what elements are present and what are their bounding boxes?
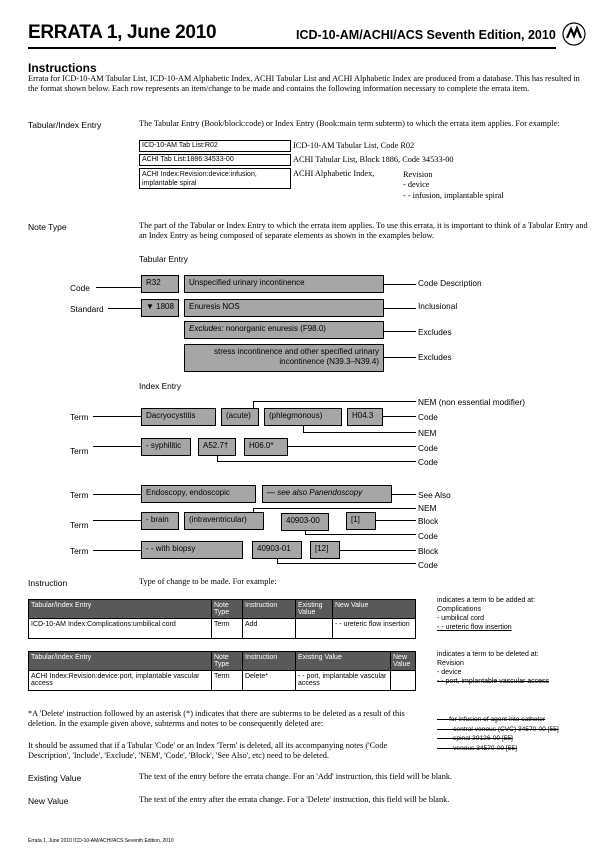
excludes-box-1 [184,321,384,339]
connector [253,508,416,509]
th-existing: Existing Value [296,652,391,671]
instruction-table-delete [28,651,416,691]
existing-value-label: Existing Value [28,773,82,783]
connector [93,494,141,495]
th-instruction: Instruction [243,600,296,619]
code-description-label: Code Description [418,278,482,288]
cell-existing [296,619,333,639]
logo-icon [562,22,586,46]
excludes-label-1: Excludes [418,327,452,337]
code-label: Code [70,283,90,293]
nem-label-r1: NEM [418,428,437,438]
nem-label-top: NEM (non essential modifier) [418,397,525,407]
connector [340,550,416,551]
page-footer: Errata 1, June 2010 ICD-10-AM/ACHI/ACS Seventh Edition, 2010 [28,838,174,844]
deleted-subterm-2: - - - - central venous (CVC) 34570-00 [55] [437,725,559,733]
standard-box: ▼ 1808 [141,299,179,317]
th-entry: Tabular/Index Entry [29,652,212,671]
instructions-heading: Instructions [28,61,97,75]
code-label-r4: Code [418,531,438,541]
code-label-r3: Code [418,457,438,467]
nem-box-phlegmonous: (phlegmonous) [264,408,342,426]
example-sub-2: - - infusion, implantable spiral [403,191,504,200]
cell-entry: ICD-10-AM Index:Complications:umbilical cord [29,619,212,639]
code-description-box: Unspecified urinary incontinence [184,275,384,293]
example-box-1: ICD-10-AM Tab List:R02 [139,140,291,152]
term-box-brain: - brain [141,512,179,530]
connector [93,446,141,447]
code-label-r1: Code [418,412,438,422]
cell-entry: ACHI Index:Revision:device:port, implantable vascular access [29,671,212,691]
code-box-40903-01: 40903-01 [252,541,302,559]
connector [108,308,141,309]
tabular-index-desc: The Tabular Entry (Book/block:code) or Index Entry (Book:main term subterm) to which the errata item applies. For example: [139,119,560,128]
example-sub-1: - device [403,180,430,189]
code-box-h060: H06.0* [244,438,288,456]
code-box: R32 [141,275,179,293]
connector [288,446,416,447]
instruction-table-add [28,599,416,639]
tabular-index-label: Tabular/Index Entry [28,120,102,130]
code-box-40903-00: 40903-00 [281,513,329,531]
term-label-4: Term [70,520,89,530]
nem-label-r2: NEM [418,503,437,513]
note-type-desc: The part of the Tabular or Index Entry to which the errata item applies. To use this errata, it is important to think of a Tabular Entry and an Index Entry as being composed of separate elements as shown in the examples below. [139,221,588,240]
table-row [29,619,416,639]
code-box-a527: A52.7† [198,438,236,456]
connector [303,432,416,433]
edition-title: ICD-10-AM/ACHI/ACS Seventh Edition, 2010 [296,28,556,42]
page-title: ERRATA 1, June 2010 [28,22,217,43]
add-line-2: - umbilical cord [437,615,485,622]
deleted-subterms [437,715,559,753]
deleted-subterm-3: - - - - spinal 39126-00 [55] [437,735,513,742]
tabular-entry-heading: Tabular Entry [139,254,188,264]
nem-box-acute: (acute) [221,408,259,426]
header-rule [28,47,556,49]
add-note [437,596,535,632]
assume-note: It should be assumed that if a Tabular 'Code' or an Index 'Term' is deleted, all its accompanying notes ('Code Description', 'Include', 'Exclude', 'NEM', 'Code', 'Block', 'See Also', etc) need to be deleted. [28,741,388,760]
add-note-title: indicates a term to be added at: [437,597,536,604]
delete-line-3: - - port, implantable vascular access [437,678,550,685]
deleted-subterm-4: - - - - venous 34570-00 [55] [437,744,517,752]
th-instruction: Instruction [243,652,296,671]
inclusional-label: Inclusional [418,301,458,311]
excludes-text-1: nonorganic enuresis (F98.0) [223,324,326,333]
inclusional-box: Enuresis NOS [184,299,384,317]
excludes-box-2: stress incontinence and other specified urinary incontinence (N39.3–N39.4) [184,344,384,372]
th-note-type: Note Type [212,600,243,619]
instruction-label: Instruction [28,578,68,588]
deleted-subterm-1: - - - for infusion of agent into catheter [437,716,546,723]
block-box-2: [12] [310,541,340,559]
connector [384,331,416,332]
delete-line-1: Revision [437,660,464,667]
connector [253,401,416,402]
connector [217,461,416,462]
cell-new [391,671,416,691]
connector [392,494,416,495]
new-value-desc: The text of the entry after the errata change. For a 'Delete' instruction, this field will be blank. [139,795,450,804]
term-label-1: Term [70,412,89,422]
connector [96,287,141,288]
th-note-type: Note Type [212,652,243,671]
add-line-3: - - ureteric flow insertion [437,624,512,631]
th-new: New Value [333,600,416,619]
add-line-1: Complications [437,606,481,613]
code-box-h043: H04.3 [347,408,383,426]
block-box-1: [1] [346,512,376,530]
cell-new: - - ureteric flow insertion [333,619,416,639]
excludes-label-2: Excludes [418,352,452,362]
cell-instruction: Delete* [243,671,296,691]
table-row [29,671,416,691]
see-also-label: See Also [418,490,451,500]
th-existing: Existing Value [296,600,333,619]
connector [384,357,416,358]
block-label-2: Block [418,546,439,556]
example-extra-3: Revision [403,170,433,179]
term-box-syphilitic: - syphilitic [141,438,191,456]
nem-box-intraventricular: (intraventricular) [184,512,264,530]
index-entry-heading: Index Entry [139,381,181,391]
th-new: New Value [391,652,416,671]
example-text-1: ICD-10-AM Tabular List, Code R02 [293,141,415,150]
cell-existing: - - port, implantable vascular access [296,671,391,691]
connector [305,534,416,535]
excludes-prefix: Excludes: [189,324,224,333]
see-also-box: — see also Panendoscopy [262,485,392,503]
connector [384,308,416,309]
term-label-3: Term [70,490,89,500]
term-box-with-biopsy: - - with biopsy [141,541,243,559]
standard-label: Standard [70,304,104,314]
cell-instruction: Add [243,619,296,639]
existing-value-desc: The text of the entry before the errata change. For an 'Add' instruction, this field will be blank. [139,772,453,781]
connector [93,550,141,551]
connector [277,563,416,564]
code-label-r2: Code [418,443,438,453]
connector [93,520,141,521]
connector [93,416,141,417]
code-label-r5: Code [418,560,438,570]
delete-note [437,650,549,686]
term-label-2: Term [70,446,89,456]
asterisk-note: *A 'Delete' instruction followed by an asterisk (*) indicates that there are subterms to be deleted as a result of this deletion. In the example given above, subterms and notes to be consequently deleted are: [28,709,405,728]
example-text-2: ACHI Tabular List, Block 1886, Code 34533-00 [293,155,454,164]
cell-note-type: Term [212,619,243,639]
term-box-dacryocystitis: Dacryocystitis [141,408,216,426]
delete-line-2: - device [437,669,462,676]
connector [383,416,416,417]
cell-note-type: Term [212,671,243,691]
example-box-3: ACHI Index:Revision:device:infusion, implantable spiral [139,168,291,189]
example-box-2: ACHI Tab List:1886:34533-00 [139,154,291,166]
block-label-1: Block [418,516,439,526]
term-label-5: Term [70,546,89,556]
new-value-label: New Value [28,796,69,806]
term-box-endoscopy: Endoscopy, endoscopic [141,485,256,503]
instruction-desc: Type of change to be made. For example: [139,577,277,586]
instructions-intro: Errata for ICD-10-AM Tabular List, ICD-10-AM Alphabetic Index, ACHI Tabular List and ACHI Alphabetic Index are produced from a database. This has resulted in the format shown below. Each row represents an item/change to be made and contains the following information necessary to complete the errata item. [28,74,580,93]
connector [376,520,416,521]
note-type-label: Note Type [28,222,67,232]
example-text-3: ACHI Alphabetic Index, [293,169,375,178]
delete-note-title: indicates a term to be deleted at: [437,651,539,658]
th-entry: Tabular/Index Entry [29,600,212,619]
connector [384,284,416,285]
